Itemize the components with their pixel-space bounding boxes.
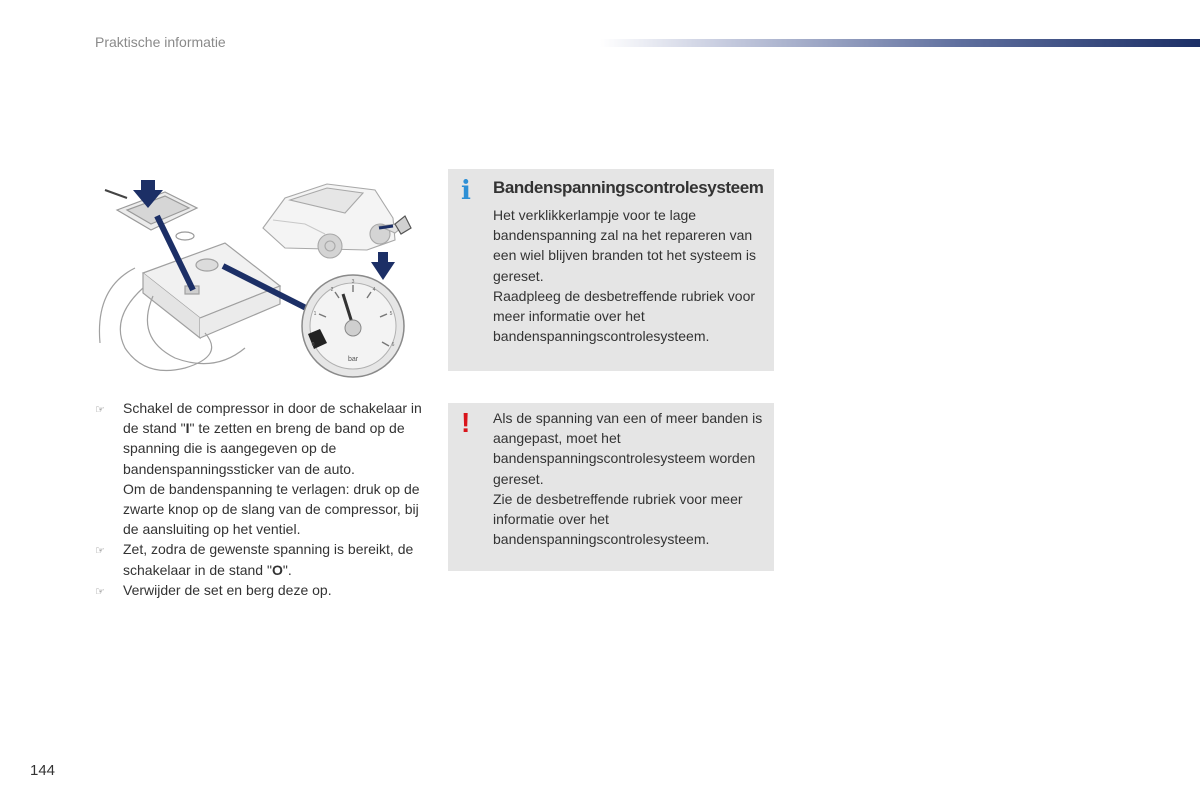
list-item [95,580,430,602]
compressor-illustration [95,168,425,388]
instructions-list [95,398,430,602]
gauge-tick-label: 6 [391,342,395,348]
section-title: Praktische informatie [95,34,226,50]
gauge-tick-label: 1 [313,311,317,317]
gauge-tick-label: 2 [330,287,334,293]
pressure-gauge [302,275,404,377]
instruction-text: Zet, zodra de gewenste spanning is bereikt, de schakelaar in de stand "O". [123,541,414,578]
instruction-text: Verwijder de set en berg deze op. [123,581,332,598]
page-number: 144 [30,762,56,779]
info-box-title: Bandenspanningscontrolesysteem [493,178,764,197]
instruction-text: Schakel de compressor in door de schakelaar in de stand "I" te zetten en breng de band op de spanning die is aangegeven op de bandenspanningssticker van de auto. [123,400,422,477]
gauge-tick-label: 3 [351,279,355,285]
arrow-down-icon-gauge [371,252,395,280]
gauge-unit-label: bar [347,356,359,363]
list-item [95,398,430,539]
pointing-hand-icon: ☞ [95,404,105,416]
warning-box [448,403,774,571]
header-decoration-bar [600,39,1200,47]
car-illustration [263,184,407,258]
list-item [95,539,430,579]
info-box-paragraph: Raadpleeg de desbetreffende rubriek voor meer informatie over het bandenspanningscontrolesysteem. [493,287,756,345]
pointing-hand-icon: ☞ [95,545,105,558]
gauge-tick-label: 5 [389,311,393,317]
instruction-text: Om de bandenspanning te verlagen: druk op de zwarte knop op de slang van de compressor, bij de aansluiting op het ventiel. [123,480,420,538]
warning-box-paragraph: Zie de desbetreffende rubriek voor meer informatie over het bandenspanningscontrolesysteem. [493,490,743,548]
warning-box-paragraph: Als de spanning van een of meer banden is aangepast, moet het bandenspanningscontrolesysteem worden gereset. [493,410,763,487]
info-icon: i [461,176,471,206]
info-box [448,169,774,371]
compressor-unit [99,243,280,371]
pointing-hand-icon: ☞ [95,585,105,598]
info-box-paragraph: Het verklikkerlampje voor te lage bandenspanning zal na het repareren van een wiel blijven branden tot het systeem is gereset. [493,207,757,284]
gauge-tick-label: 0 [311,342,315,348]
gauge-tick-label: 4 [372,287,376,293]
exclamation-icon: ! [461,407,471,438]
